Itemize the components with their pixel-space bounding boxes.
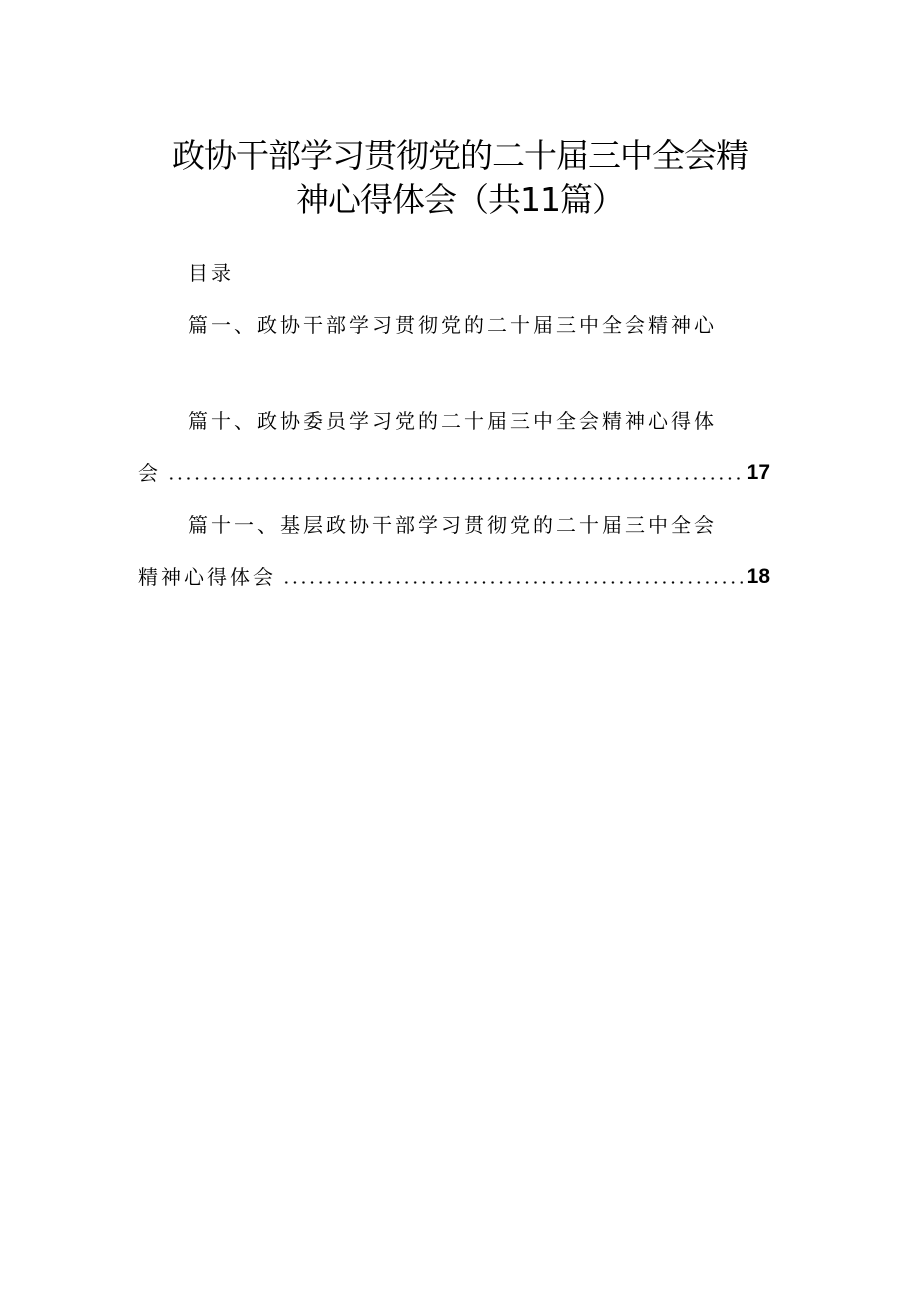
toc-entry-10-line-2[interactable]: [138, 458, 770, 488]
toc-entry-11-line-2[interactable]: [138, 562, 770, 592]
document-title-line-2: 神心得体会（共11篇）: [296, 180, 624, 219]
document-title-line-1: 政协干部学习贯彻党的二十届三中全会精: [172, 136, 748, 175]
toc-entry-10-text: 会: [138, 461, 161, 485]
toc-heading: 目录: [188, 261, 234, 285]
dot-leader: [282, 581, 743, 584]
toc-entry-11-page-number: 18: [746, 565, 770, 588]
toc-entry-10-page-number: 17: [746, 461, 770, 484]
toc-entry-1[interactable]: 篇一、政协干部学习贯彻党的二十届三中全会精神心: [188, 313, 717, 337]
toc-entry-10-line-1[interactable]: 篇十、政协委员学习党的二十届三中全会精神心得体: [188, 409, 717, 433]
dot-leader: [167, 477, 743, 480]
toc-entry-11-line-1[interactable]: 篇十一、基层政协干部学习贯彻党的二十届三中全会: [188, 513, 717, 537]
toc-entry-11-text: 精神心得体会: [138, 565, 276, 589]
